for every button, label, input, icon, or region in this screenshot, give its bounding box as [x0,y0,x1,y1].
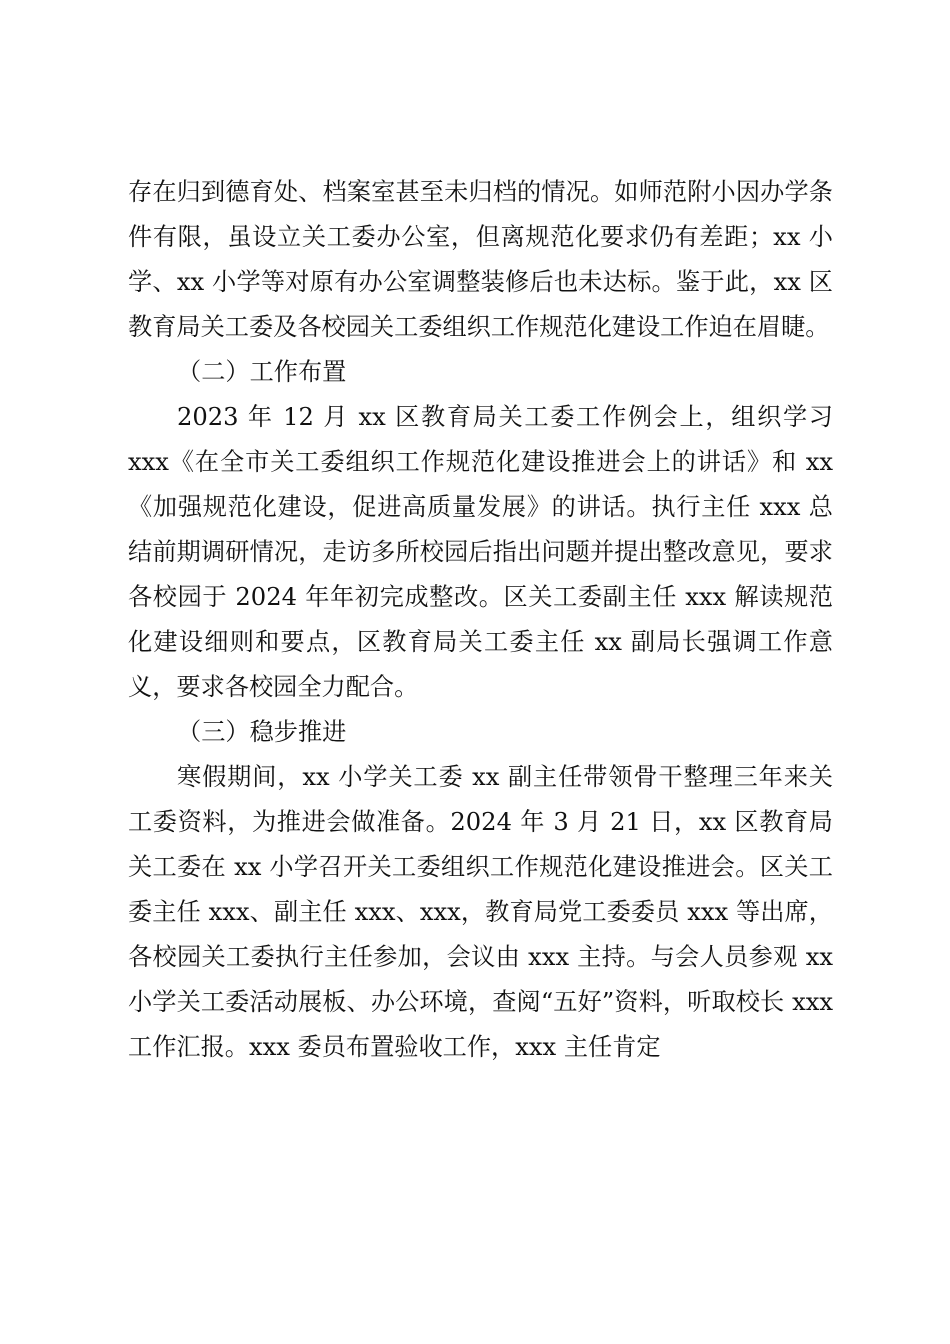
document-body [128,170,833,1070]
body-paragraph-work-arrangement: 2023 年 12 月 xx 区教育局关工委工作例会上，组织学习 xxx《在全市关工委组织工作规范化建设推进会上的讲话》和 xx《加强规范化建设，促进高质量发展》的讲话。执行主任 xxx 总结前期调研情况，走访多所校园后指出问题并提出整改意见，要求各校园于 2024 年年初完成整改。区关工委副主任 xxx 解读规范化建设细则和要点，区教育局关工委主任 xx 副局长强调工作意义，要求各校园全力配合。 [128,403,833,701]
section-heading-steady-progress: （三）稳步推进 [177,718,347,746]
body-paragraph-continued: 存在归到德育处、档案室甚至未归档的情况。如师范附小因办学条件有限，虽设立关工委办公室，但离规范化要求仍有差距；xx 小学、xx 小学等对原有办公室调整装修后也未达标。鉴于此，xx 区教育局关工委及各校园关工委组织工作规范化建设工作迫在眉睫。 [128,178,833,341]
body-paragraph-steady-progress: 寒假期间，xx 小学关工委 xx 副主任带领骨干整理三年来关工委资料，为推进会做准备。2024 年 3 月 21 日，xx 区教育局关工委在 xx 小学召开关工委组织工作规范化建设推进会。区关工委主任 xxx、副主任 xxx、xxx，教育局党工委委员 xxx 等出席，各校园关工委执行主任参加，会议由 xxx 主持。与会人员参观 xx 小学关工委活动展板、办公环境，查阅“五好”资料，听取校长 xxx 工作汇报。xxx 委员布置验收工作，xxx 主任肯定 [128,763,833,1061]
section-heading-work-arrangement: （二）工作布置 [177,358,347,386]
